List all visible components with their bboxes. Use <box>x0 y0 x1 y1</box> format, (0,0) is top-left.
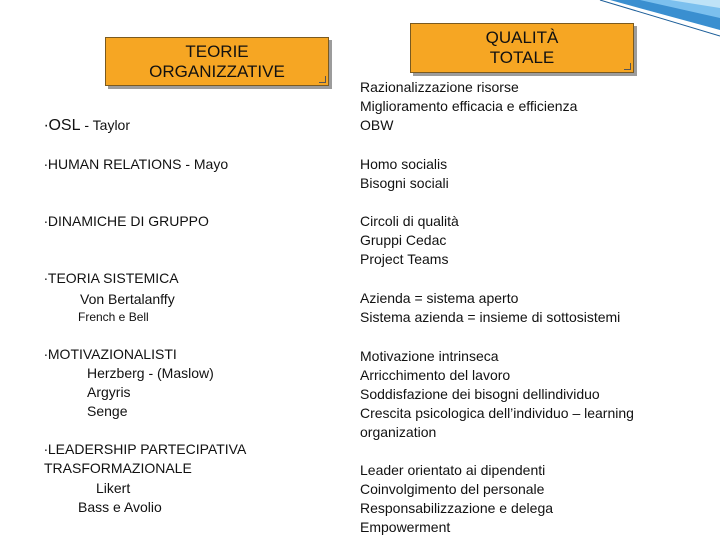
right-text-line: Crescita psicologica dell’individuo – learning <box>360 405 634 421</box>
right-item-4 <box>360 289 620 327</box>
left-item-teoria-sistemica: ∙TEORIA SISTEMICA <box>44 270 179 286</box>
right-text-line: Gruppi Cedac <box>360 232 447 248</box>
left-item-osl-title: ∙OSL <box>44 117 81 134</box>
right-item-6 <box>360 461 553 537</box>
right-text-line: Motivazione intrinseca <box>360 348 499 364</box>
right-item-2 <box>360 155 449 193</box>
right-text-line: Coinvolgimento del personale <box>360 481 545 497</box>
left-item-author: Von Bertalanffy <box>80 291 175 307</box>
right-text-line: Empowerment <box>360 519 451 535</box>
header-left-line1: TEORIE <box>185 41 249 61</box>
right-text-line: Arricchimento del lavoro <box>360 367 511 383</box>
left-item-author: Herzberg - (Maslow) <box>87 365 214 381</box>
header-left-line2: ORGANIZZATIVE <box>149 61 285 81</box>
left-item-author: Likert <box>96 480 131 496</box>
right-text-line: Homo socialis <box>360 156 448 172</box>
left-item-author: Argyris <box>87 384 131 400</box>
right-text-line: Circoli di qualità <box>360 213 459 229</box>
right-text-line: Leader orientato ai dipendenti <box>360 462 546 478</box>
right-text-line: Azienda = sistema aperto <box>360 290 519 306</box>
left-item-author: French e Bell <box>78 310 149 324</box>
header-right-line1: QUALITÀ <box>485 28 559 47</box>
right-text-line: Miglioramento efficacia e efficienza <box>360 98 578 114</box>
left-item-author: Senge <box>87 403 128 419</box>
box-corner-mark <box>319 76 326 83</box>
right-text-line: OBW <box>360 117 394 133</box>
right-item-3 <box>360 212 459 269</box>
left-item-osl-author: - Taylor <box>80 117 131 133</box>
left-item-author: Bass e Avolio <box>78 499 162 515</box>
header-teorie-organizzative <box>105 37 329 86</box>
right-text-line: Bisogni sociali <box>360 175 449 191</box>
right-item-1 <box>360 78 577 135</box>
box-corner-mark <box>624 63 631 70</box>
right-text-line: Razionalizzazione risorse <box>360 79 519 95</box>
left-item-motivazionalisti: ∙MOTIVAZIONALISTI <box>44 346 177 362</box>
left-item-leadership-cont: TRASFORMAZIONALE <box>44 460 192 476</box>
right-item-5 <box>360 347 634 442</box>
header-qualita-totale <box>410 23 634 73</box>
right-text-line: Project Teams <box>360 251 449 267</box>
header-right-line2: TOTALE <box>489 48 555 67</box>
right-text-line: Responsabilizzazione e delega <box>360 500 554 516</box>
right-text-line: Soddisfazione dei bisogni dellindividuo <box>360 386 600 402</box>
left-item-human-relations: ∙HUMAN RELATIONS - Mayo <box>44 156 229 172</box>
left-item-dinamiche: ∙DINAMICHE DI GRUPPO <box>44 213 209 229</box>
left-item-leadership: ∙LEADERSHIP PARTECIPATIVA <box>44 441 247 457</box>
right-text-line: organization <box>360 424 437 440</box>
right-text-line: Sistema azienda = insieme di sottosistemi <box>360 309 621 325</box>
left-item-osl <box>44 116 130 135</box>
